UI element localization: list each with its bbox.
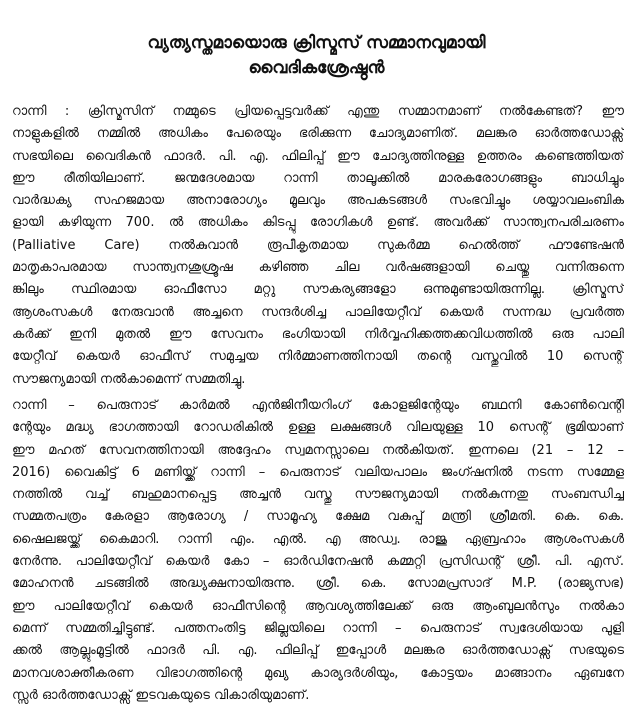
paragraph-1-line: സഭയിലെ വൈദികൻ ഫാദർ. പി. എ. ഫിലിപ്പ് ഈ ചോദ്യത്തിനുള്ള ഉത്തരം കണ്ടെത്തിയത് bbox=[12, 148, 624, 164]
paragraph-1-line: ആശംസകൾ നേരുവാൻ അച്ചനെ സന്ദർശിച്ച പാലിയേറ്റീവ് കെയർ സന്നദ്ധ പ്രവർത്ത bbox=[12, 304, 624, 320]
paragraph-2-line: സമ്മതപത്രം കേരളാ ആരോഗ്യ / സാമൂഹ്യ ക്ഷേമ വകുപ്പ് മന്ത്രി ശ്രീമതി. കെ. കെ. bbox=[12, 509, 624, 525]
paragraph-2-line: ന്റേയും മദ്ധ്യ ഭാഗത്തായി റോഡരികിൽ ഉള്ള ലക്ഷങ്ങൾ വിലയുള്ള 10 സെന്റ് ഭൂമിയാണ് bbox=[12, 420, 624, 436]
paragraph-2-line: മാനവശാക്തീകരണ വിഭാഗത്തിന്റെ മുഖ്യ കാര്യദർശിയും, കോട്ടയം മാങ്ങാനം ഏബനേ bbox=[12, 665, 624, 681]
paragraph-1-line: നാളുകളിൽ നമ്മിൽ അധികം പേരെയും ഭരിക്കുന്ന ചോദ്യമാണിത്. മലങ്കര ഓർത്തഡോക്സ് bbox=[12, 126, 624, 142]
paragraph-1-line: റാന്നി : ക്രിസ്മസിന് നമ്മുടെ പ്രിയപ്പെട്ടവർക്ക് എന്തു സമ്മാനമാണ് നൽകേണ്ടത്? ഈ bbox=[12, 104, 624, 119]
paragraph-2-line: നത്തിൽ വച്ച് ബഹുമാനപ്പെട്ട അച്ചൻ വസ്തു സൗജന്യമായി നൽകുന്നതു സംബന്ധിച്ച bbox=[12, 487, 624, 503]
paragraph-2-line: ഷൈലജയ്ക്ക് കൈമാറി. റാന്നി എം. എൽ. എ അഡ്വ. രാജു ഏബ്രഹാം ആശംസകൾ bbox=[12, 531, 624, 547]
paragraph-1-line: (Palliative Care) നൽകുവാൻ രൂപീകൃതമായ സുകർമ്മ ഹെൽത്ത് ഫൗണ്ടേഷൻ bbox=[12, 237, 624, 253]
paragraph-2-line: ക്കൽ ആല്ലുംമൂട്ടിൽ ഫാദർ പി. എ. ഫിലിപ്പ് ഇപ്പോൾ മലങ്കര ഓർത്തഡോക്സ് സഭയുടെ bbox=[12, 643, 624, 659]
paragraph-1-line: ളായി കഴിയുന്ന 700. ൽ അധികം കിടപ്പു രോഗികൾ ഉണ്ട്. അവർക്ക് സാന്ത്വനപരിചരണം bbox=[12, 215, 624, 231]
paragraph-1-line: സൗജന്യമായി നൽകാമെന്ന് സമ്മതിച്ചു. bbox=[12, 371, 246, 387]
article-title-line-2: വൈദികശ്രേഷ്ഠൻ bbox=[248, 58, 385, 78]
paragraph-2-line: ഈ മഹത് സേവനത്തിനായി അദ്ദേഹം സ്വമനസ്സാലെ നൽകിയത്. ഇന്നലെ (21 – 12 – bbox=[12, 442, 624, 458]
paragraph-2-line: മെന്ന് സമ്മതിച്ചിട്ടുണ്ട്. പത്തനംതിട്ട ജില്ലയിലെ റാന്നി – പെരുനാട് സ്വദേശിയായ പുളി bbox=[12, 620, 624, 636]
paragraph-1-line: ഈ രീതിയിലാണ്. ജന്മദേശമായ റാന്നി താലൂക്കിൽ മാരകരോഗങ്ങളും ബാധിച്ചും bbox=[12, 170, 624, 186]
paragraph-1-line: കർക്ക് ഇനി മുതൽ ഈ സേവനം ഭംഗിയായി നിർവ്വഹിക്കത്തക്കവിധത്തിൽ ഒരു പാലി bbox=[12, 326, 624, 342]
paragraph-1-line: ങ്കിലും സ്ഥിരമായ ഓഫീസോ മറ്റു സൗകര്യങ്ങളോ ഒന്നുമുണ്ടായിരുന്നില്ല. ക്രിസ്മസ് bbox=[12, 282, 624, 298]
paragraph-2-line: ഈ പാലിയേറ്റീവ് കെയർ ഓഫീസിന്റെ ആവശ്യത്തിലേക്ക് ഒരു ആംബുലൻസും നൽകാ bbox=[12, 598, 624, 614]
paragraph-2-line: റാന്നി – പെരുനാട് കാർമൽ എൻജിനീയറിംഗ് കോളജിന്റേയും ബഥനി കോൺവെന്റി bbox=[12, 398, 624, 413]
article-title-line-1: വ്യത്യസ്തമായൊരു ക്രിസ്മസ് സമ്മാനവുമായി bbox=[147, 33, 486, 53]
paragraph-2 bbox=[12, 395, 624, 707]
paragraph-2-line: 2016) വൈകിട്ട് 6 മണിയ്ക്ക് റാന്നി – പെരുനാട് വലിയപാലം ജംഗ്ഷനിൽ നടന്ന സമ്മേള bbox=[12, 464, 624, 480]
paragraph-1-line: വാർദ്ധക്യ സഹജമായ അനാരോഗ്യം മൂലവും അപകടങ്ങൾ സംഭവിച്ചും ശയ്യാവലംബിക bbox=[12, 193, 624, 209]
paragraph-2-line: നേർന്നു. പാലിയേറ്റീവ് കെയർ കോ – ഓർഡിനേഷൻ കമ്മറ്റി പ്രസിഡന്റ് ശ്രീ. പി. എസ്. bbox=[12, 554, 624, 570]
paragraph-1-line: യേറ്റീവ് കെയർ ഓഫീസ് സമുച്ചയ നിർമ്മാണത്തിനായി തന്റെ വസ്തുവിൽ 10 സെന്റ് bbox=[12, 349, 624, 365]
paragraph-1 bbox=[12, 101, 624, 391]
paragraph-2-line: സ്സർ ഓർത്തഡോക്സ് ഇടവകയുടെ വികാരിയുമാണ്. bbox=[12, 687, 310, 703]
paragraph-1-line: മാതൃകാപരമായ സാന്ത്വനശുശ്രൂഷ കഴിഞ്ഞ ചില വർഷങ്ങളായി ചെയ്തു വന്നിരുന്നെ bbox=[12, 260, 624, 276]
paragraph-2-line: മോഹനൻ ചടങ്ങിൽ അദ്ധ്യക്ഷനായിരുന്നു. ശ്രീ. കെ. സോമപ്രസാദ് M.P. (രാജ്യസഭ) bbox=[12, 576, 624, 592]
